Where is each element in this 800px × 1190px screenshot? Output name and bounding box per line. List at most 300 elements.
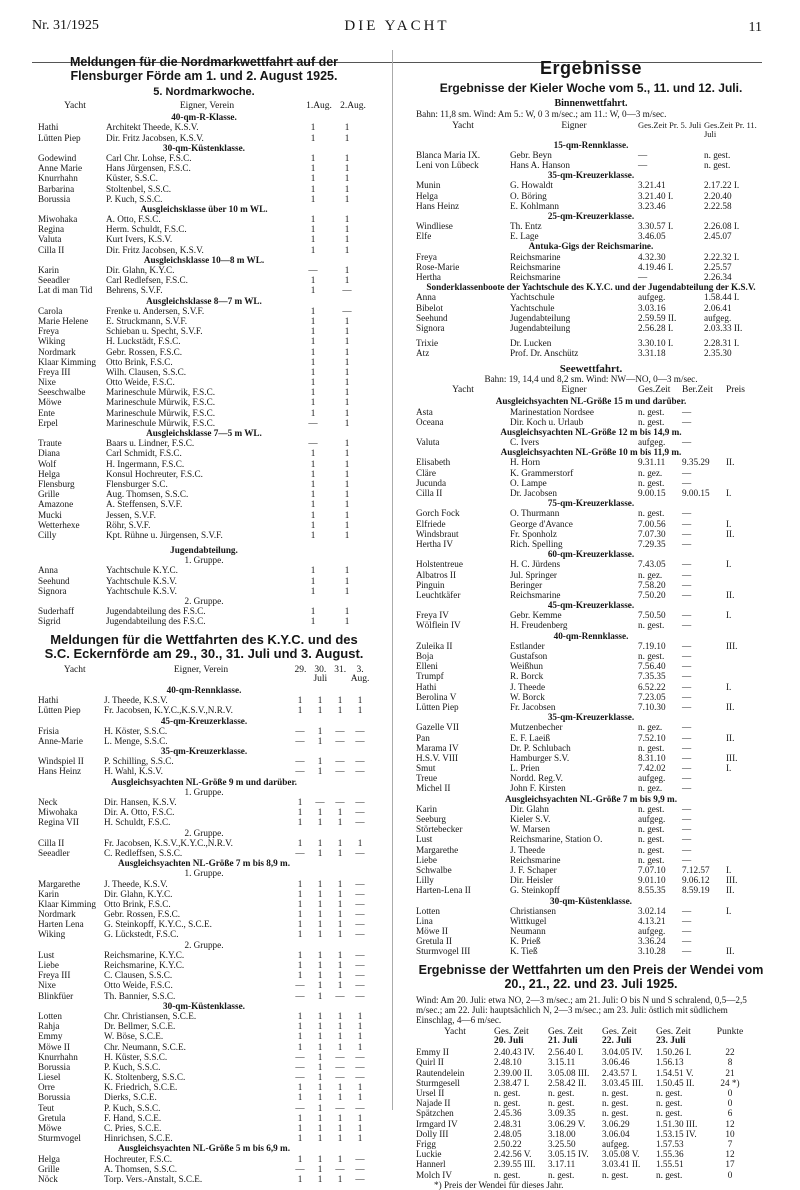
col-ges-zeit: Ges.Zeit <box>638 385 671 396</box>
value: — <box>355 990 365 1001</box>
yacht-name: Trumpf <box>416 671 444 682</box>
yacht-name: Hans Heinz <box>38 766 82 777</box>
value: aufgeg. <box>638 814 666 825</box>
value: 3.36.24 <box>638 936 666 947</box>
yacht-name: Gorch Fock <box>416 508 460 519</box>
table-row <box>416 1068 766 1078</box>
yacht-name: Flensburg <box>38 478 75 489</box>
owner: Hans A. Hanson <box>510 159 570 170</box>
owner: Yachtschule <box>510 292 555 303</box>
value: 3.17.11 <box>548 1159 576 1170</box>
value: 1 <box>317 1092 323 1103</box>
class-heading: Sonderklassenboote der Yachtschule des K.Y.C. und der Jugendabteilung der K.S.V. <box>426 282 756 293</box>
yacht-name: Valuta <box>416 437 440 448</box>
table-row <box>416 865 766 875</box>
owner: O. Lampe <box>510 477 547 488</box>
value: 1 <box>337 1082 343 1093</box>
nordmark-subtitle: 5. Nordmarkwoche. <box>153 86 255 98</box>
value: 1 <box>310 285 316 296</box>
value: 3.30.10 I. <box>638 338 674 349</box>
table-row <box>416 783 766 793</box>
yacht-name: Schwalbe <box>416 864 452 875</box>
value: 3.31.18 <box>638 348 666 359</box>
value: 1 <box>337 898 343 909</box>
value: 1 <box>344 616 350 627</box>
value: 8.55.35 <box>638 885 666 896</box>
value: 8 <box>727 1057 733 1068</box>
owner: Kurt Ivers, K.S.V. <box>106 234 173 245</box>
owner: Dir. Fritz Jacobsen, K.S.V. <box>106 132 204 143</box>
table-row <box>38 479 370 489</box>
value: — <box>295 1102 305 1113</box>
table-row <box>416 313 766 323</box>
class-heading: 35-qm-Kreuzerklasse. <box>547 712 635 723</box>
owner: Herm. Schuldt, F.S.C. <box>106 224 187 235</box>
table-row <box>416 1170 766 1180</box>
owner: 2.42.56 V. <box>494 1149 532 1160</box>
owner: Marinestation Nordsee <box>510 406 594 417</box>
value: 1 <box>310 377 316 388</box>
table-row <box>416 834 766 844</box>
col-23-juli: 23. Juli <box>656 1036 686 1047</box>
value: 1 <box>317 1061 323 1072</box>
value: — <box>355 807 365 818</box>
value: 21 <box>725 1067 735 1078</box>
value: — <box>295 725 305 736</box>
value: I. <box>726 518 732 529</box>
table-row <box>416 338 766 348</box>
value: 7.58.20 <box>638 579 666 590</box>
value <box>726 478 756 488</box>
value: n. gest. <box>656 1088 683 1099</box>
class-heading: 40-qm-R-Klasse. <box>171 112 237 123</box>
value: 1 <box>297 1112 303 1123</box>
class-heading: 15-qm-Rennklasse. <box>553 139 629 150</box>
col-gz1: Ges. Zeit <box>494 1026 529 1037</box>
value: 1 <box>310 346 316 357</box>
owner: A. Otto, F.S.C. <box>106 214 161 225</box>
yacht-name: Lilly <box>416 875 434 886</box>
class-heading: Ausgleichsklasse 10—8 m WL. <box>143 254 265 265</box>
table-row <box>38 1021 370 1031</box>
table-row <box>416 180 766 190</box>
value: 3.06.29 V. <box>548 1118 586 1129</box>
table-row <box>416 875 766 885</box>
value: — <box>682 946 692 957</box>
table-row <box>38 316 370 326</box>
col-ber-zeit: Ber.Zeit <box>682 385 713 396</box>
owner: 2.48.10 <box>494 1057 522 1068</box>
value: 3.09.35 <box>548 1108 576 1119</box>
class-heading: 60-qm-Kreuzerklasse. <box>547 549 635 560</box>
wendei-date-header <box>416 1036 766 1046</box>
owner: L. Prien <box>510 763 540 774</box>
yacht-name: Klaar Kimming <box>38 898 96 909</box>
col-owner: Eigner, Verein <box>179 101 235 111</box>
value: 1 <box>344 468 350 479</box>
owner: H. Luckstädt, F.S.C. <box>106 336 181 347</box>
value: 1 <box>297 837 303 848</box>
value: 1 <box>357 1112 363 1123</box>
value: 2.26.34 <box>704 272 732 283</box>
table-row <box>416 702 766 712</box>
table-row <box>416 814 766 824</box>
value: — <box>355 980 365 991</box>
yacht-name: Liebe <box>38 960 59 971</box>
table-row <box>38 899 370 909</box>
value: — <box>682 559 692 570</box>
yacht-name: Lina <box>416 915 433 926</box>
value: 3.06.46 <box>602 1057 630 1068</box>
value: aufgeg. <box>638 292 666 303</box>
table-row <box>416 580 766 590</box>
value: 1 <box>344 183 350 194</box>
value: — <box>335 725 345 736</box>
value: 12 <box>725 1118 735 1129</box>
yacht-name: Helga <box>416 190 438 201</box>
yacht-name: Nixe <box>38 377 56 388</box>
table-row <box>38 163 370 173</box>
value: 3.06.04 <box>602 1128 630 1139</box>
value: 1 <box>344 499 350 510</box>
value: 1 <box>357 837 363 848</box>
value: 1 <box>317 1163 323 1174</box>
value: 1 <box>357 1021 363 1032</box>
class-heading: 75-qm-Kreuzerklasse. <box>547 498 635 509</box>
value: — <box>355 1102 365 1113</box>
yacht-name: Smut <box>416 763 436 774</box>
yacht-name: Rahja <box>38 1021 60 1032</box>
see-results <box>416 396 766 956</box>
value: — <box>682 905 692 916</box>
value: — <box>295 1051 305 1062</box>
value: — <box>682 803 692 814</box>
value: 3.03.16 <box>638 302 666 313</box>
value: 2.56.40 I. <box>548 1047 584 1058</box>
yacht-name: H.S.V. VIII <box>416 752 459 763</box>
yacht-name: Seehund <box>38 575 70 586</box>
value: 1 <box>310 585 316 596</box>
value: — <box>355 1153 365 1164</box>
table-row <box>38 1174 370 1184</box>
value: — <box>682 834 692 845</box>
table-row <box>38 499 370 509</box>
yacht-name: Lotten <box>416 905 440 916</box>
yacht-name: Freya <box>38 326 59 337</box>
value: 1 <box>297 1133 303 1144</box>
yacht-name: Signora <box>38 585 67 596</box>
value: 1 <box>344 173 350 184</box>
owner: Fr. Jacobsen <box>510 701 556 712</box>
yacht-name: Lust <box>416 834 433 845</box>
owner: P. Kuch, S.S.C. <box>104 1102 161 1113</box>
value: 1 <box>317 766 323 777</box>
yacht-name: Karin <box>416 803 437 814</box>
value: — <box>682 701 692 712</box>
table-row <box>38 838 370 848</box>
table-row <box>416 529 766 539</box>
value: 1 <box>337 1031 343 1042</box>
value: — <box>355 756 365 767</box>
owner: Küster, S.S.C. <box>106 173 158 184</box>
table-row <box>416 763 766 773</box>
value: 1 <box>317 725 323 736</box>
value: 1 <box>317 837 323 848</box>
value <box>726 570 756 580</box>
yacht-name: Lotten <box>38 1010 62 1021</box>
value: 2.22.58 <box>704 200 732 211</box>
col-yacht: Yacht <box>452 385 474 396</box>
value: I. <box>726 763 732 774</box>
value: 1 <box>344 163 350 174</box>
col-11-juli: Ges.Zeit Pr. 11. Juli <box>704 119 757 139</box>
table-row <box>38 695 370 705</box>
owner: P. Kuch, S.S.C. <box>104 1061 161 1072</box>
value <box>726 936 756 946</box>
value: 1 <box>344 585 350 596</box>
col-yacht: Yacht <box>444 1026 466 1037</box>
value: 1 <box>357 1010 363 1021</box>
value: I. <box>726 610 732 621</box>
yacht-name: Margarethe <box>416 844 459 855</box>
value: 1.55.36 <box>656 1149 684 1160</box>
kiel-wind: Bahn: 11,8 sm. Wind: Am 5.: W, 0 3 m/sec.; am 11.: W, 0—3 m/sec. <box>416 109 667 120</box>
value: 1 <box>337 1153 343 1164</box>
owner: Chr. Neumann, S.C.E. <box>104 1041 186 1052</box>
value: 1 <box>357 705 363 716</box>
value: 3.06.29 <box>602 1118 630 1129</box>
issue-number: Nr. 31/1925 <box>32 18 99 33</box>
table-row <box>38 919 370 929</box>
see-column-header <box>416 385 766 395</box>
table-row <box>416 692 766 702</box>
class-heading: Ausgleichsklasse 8—7 m WL. <box>146 295 262 306</box>
value: 9.31.11 <box>638 457 666 468</box>
value: 1 <box>337 1021 343 1032</box>
value: n. gez. <box>638 783 663 794</box>
table-row <box>38 306 370 316</box>
yacht-name: Cilly <box>38 529 57 540</box>
value <box>726 468 756 478</box>
table-row <box>38 1092 370 1102</box>
yacht-name: Spätzchen <box>416 1108 454 1119</box>
table-row <box>38 1113 370 1123</box>
value: 1 <box>344 377 350 388</box>
value: 1 <box>310 616 316 627</box>
owner: Dir. Koch u. Urlaub <box>510 416 584 427</box>
value: 7.35.35 <box>638 671 666 682</box>
column-divider <box>392 50 393 1110</box>
yacht-name: Suderhaff <box>38 606 75 617</box>
owner: Yachtschule K.S.V. <box>106 585 177 596</box>
value: 1 <box>297 898 303 909</box>
value <box>726 824 756 834</box>
table-row <box>416 160 766 170</box>
value: — <box>682 671 692 682</box>
table-row <box>416 1047 766 1057</box>
table-row <box>38 991 370 1001</box>
value: — <box>682 651 692 662</box>
value: 1 <box>310 244 316 255</box>
table-row <box>38 234 370 244</box>
value: II. <box>726 946 735 957</box>
owner: L. Menge, S.S.C. <box>104 735 168 746</box>
value: 4.32.30 <box>638 251 666 262</box>
group-heading: 2. Gruppe. <box>184 596 224 607</box>
value: 9.35.29 <box>682 457 710 468</box>
value <box>726 692 756 702</box>
value: — <box>682 926 692 937</box>
value: n. gest. <box>548 1169 575 1180</box>
table-row <box>416 272 766 282</box>
value: 1.54.51 V. <box>656 1067 694 1078</box>
value: 1.56.13 <box>656 1057 684 1068</box>
table-row <box>38 448 370 458</box>
table-row <box>38 489 370 499</box>
value: 1 <box>317 970 323 981</box>
value: — <box>682 844 692 855</box>
yacht-name: Karin <box>38 265 59 276</box>
owner: Flensburger S.C. <box>106 478 168 489</box>
value: 1 <box>344 478 350 489</box>
wendei-results <box>416 1047 766 1179</box>
value <box>726 845 756 855</box>
owner: Otto Brink, F.S.C. <box>104 898 171 909</box>
value: 1 <box>310 224 316 235</box>
value: — <box>355 1061 365 1072</box>
value: 7 <box>727 1138 733 1149</box>
value: — <box>682 824 692 835</box>
value: III. <box>726 875 738 886</box>
value: — <box>355 725 365 736</box>
value: 1 <box>357 1123 363 1134</box>
value: 1 <box>344 315 350 326</box>
class-heading: Ausgleichsyachten NL-Größe 10 m bis 11,9 m. <box>500 447 682 458</box>
owner: Carl Chr. Lohse, F.S.C. <box>106 152 192 163</box>
value: II. <box>726 589 735 600</box>
yacht-name: Diana <box>38 448 60 459</box>
value: 7.07.10 <box>638 864 666 875</box>
value: 1 <box>317 1153 323 1164</box>
col-gz2: Ges. Zeit <box>548 1026 583 1037</box>
value: — <box>335 1102 345 1113</box>
value: 3.25.50 <box>548 1138 576 1149</box>
col-owner: Eigner <box>561 385 587 396</box>
yacht-name: Pinguin <box>416 579 445 590</box>
value: 1 <box>297 807 303 818</box>
owner: Dr. P. Schlubach <box>510 742 571 753</box>
owner: O. Thurmann <box>510 508 560 519</box>
table-row <box>416 620 766 630</box>
value: 9.01.10 <box>638 875 666 886</box>
table-row <box>38 1164 370 1174</box>
table-row <box>38 275 370 285</box>
class-heading: Ausgleichsklasse über 10 m WL. <box>140 203 268 214</box>
value: 1 <box>310 366 316 377</box>
value: II. <box>726 528 735 539</box>
yacht-name: Amazone <box>38 499 74 510</box>
value: n. gest. <box>704 149 731 160</box>
value: n. gest. <box>656 1169 683 1180</box>
table-row <box>38 520 370 530</box>
table-row <box>416 348 766 358</box>
value: 1 <box>310 565 316 576</box>
value: aufgeg. <box>704 312 732 323</box>
owner: Beringer <box>510 579 543 590</box>
owner: Jugendabteilung des F.S.C. <box>106 616 206 627</box>
value: 8.31.10 <box>638 752 666 763</box>
value: n. gest. <box>602 1088 629 1099</box>
owner: Yachtschule K.Y.C. <box>106 565 178 576</box>
value: 1 <box>344 346 350 357</box>
value: 1 <box>317 898 323 909</box>
page-number: 11 <box>748 20 762 35</box>
owner: Gustafson <box>510 651 548 662</box>
see-title: Seewettfahrt. <box>559 362 623 375</box>
class-heading: 25-qm-Kreuzerklasse. <box>547 210 635 221</box>
class-heading: Ausgleichsyachten NL-Größe 7 m bis 9,9 m. <box>504 793 677 804</box>
value: — <box>682 681 692 692</box>
value: n. gest. <box>656 1098 683 1109</box>
value: — <box>308 417 318 428</box>
value: — <box>355 847 365 858</box>
value: — <box>335 1051 345 1062</box>
value: 1 <box>310 193 316 204</box>
yacht-name: Anna <box>38 565 58 576</box>
owner: Gebr. Rossen, F.S.C. <box>106 346 183 357</box>
value: 6 <box>727 1108 733 1119</box>
value: — <box>682 610 692 621</box>
table-row <box>416 610 766 620</box>
yacht-name: Rose-Marie <box>416 261 460 272</box>
value: III. <box>726 640 738 651</box>
owner: J. F. Schaper <box>510 864 557 875</box>
yacht-name: Knurrhahn <box>38 1051 78 1062</box>
yacht-name: Ursel II <box>416 1088 445 1099</box>
owner: Gebr. Kemme <box>510 610 562 621</box>
value: — <box>682 752 692 763</box>
value: 1 <box>317 888 323 899</box>
value: 3.18.00 <box>548 1128 576 1139</box>
table-row <box>416 262 766 272</box>
owner: Kieler S.V. <box>510 814 551 825</box>
value: n. gest. <box>602 1108 629 1119</box>
table-row <box>416 936 766 946</box>
owner: Konsul Hochreuter, F.S.C. <box>106 468 203 479</box>
value: 1 <box>337 817 343 828</box>
value: — <box>682 538 692 549</box>
table-row <box>38 889 370 899</box>
owner: Dir. Glahn, K.Y.C. <box>104 888 173 899</box>
yacht-name: Neck <box>38 797 58 808</box>
table-row <box>38 766 370 776</box>
value: — <box>638 159 648 170</box>
owner: n. gest. <box>494 1088 521 1099</box>
ergebnisse-heading: Ergebnisse <box>539 58 643 78</box>
value: II. <box>726 885 735 896</box>
value: 9.00.15 <box>638 488 666 499</box>
value <box>726 743 756 753</box>
table-row <box>416 231 766 241</box>
value: — <box>682 508 692 519</box>
table-row <box>38 1011 370 1021</box>
value: II. <box>726 457 735 468</box>
value: 1 <box>337 1010 343 1021</box>
yacht-name: Elfriede <box>416 518 446 529</box>
table-row <box>38 960 370 970</box>
kiel-column-header <box>416 121 766 139</box>
value <box>726 926 756 936</box>
